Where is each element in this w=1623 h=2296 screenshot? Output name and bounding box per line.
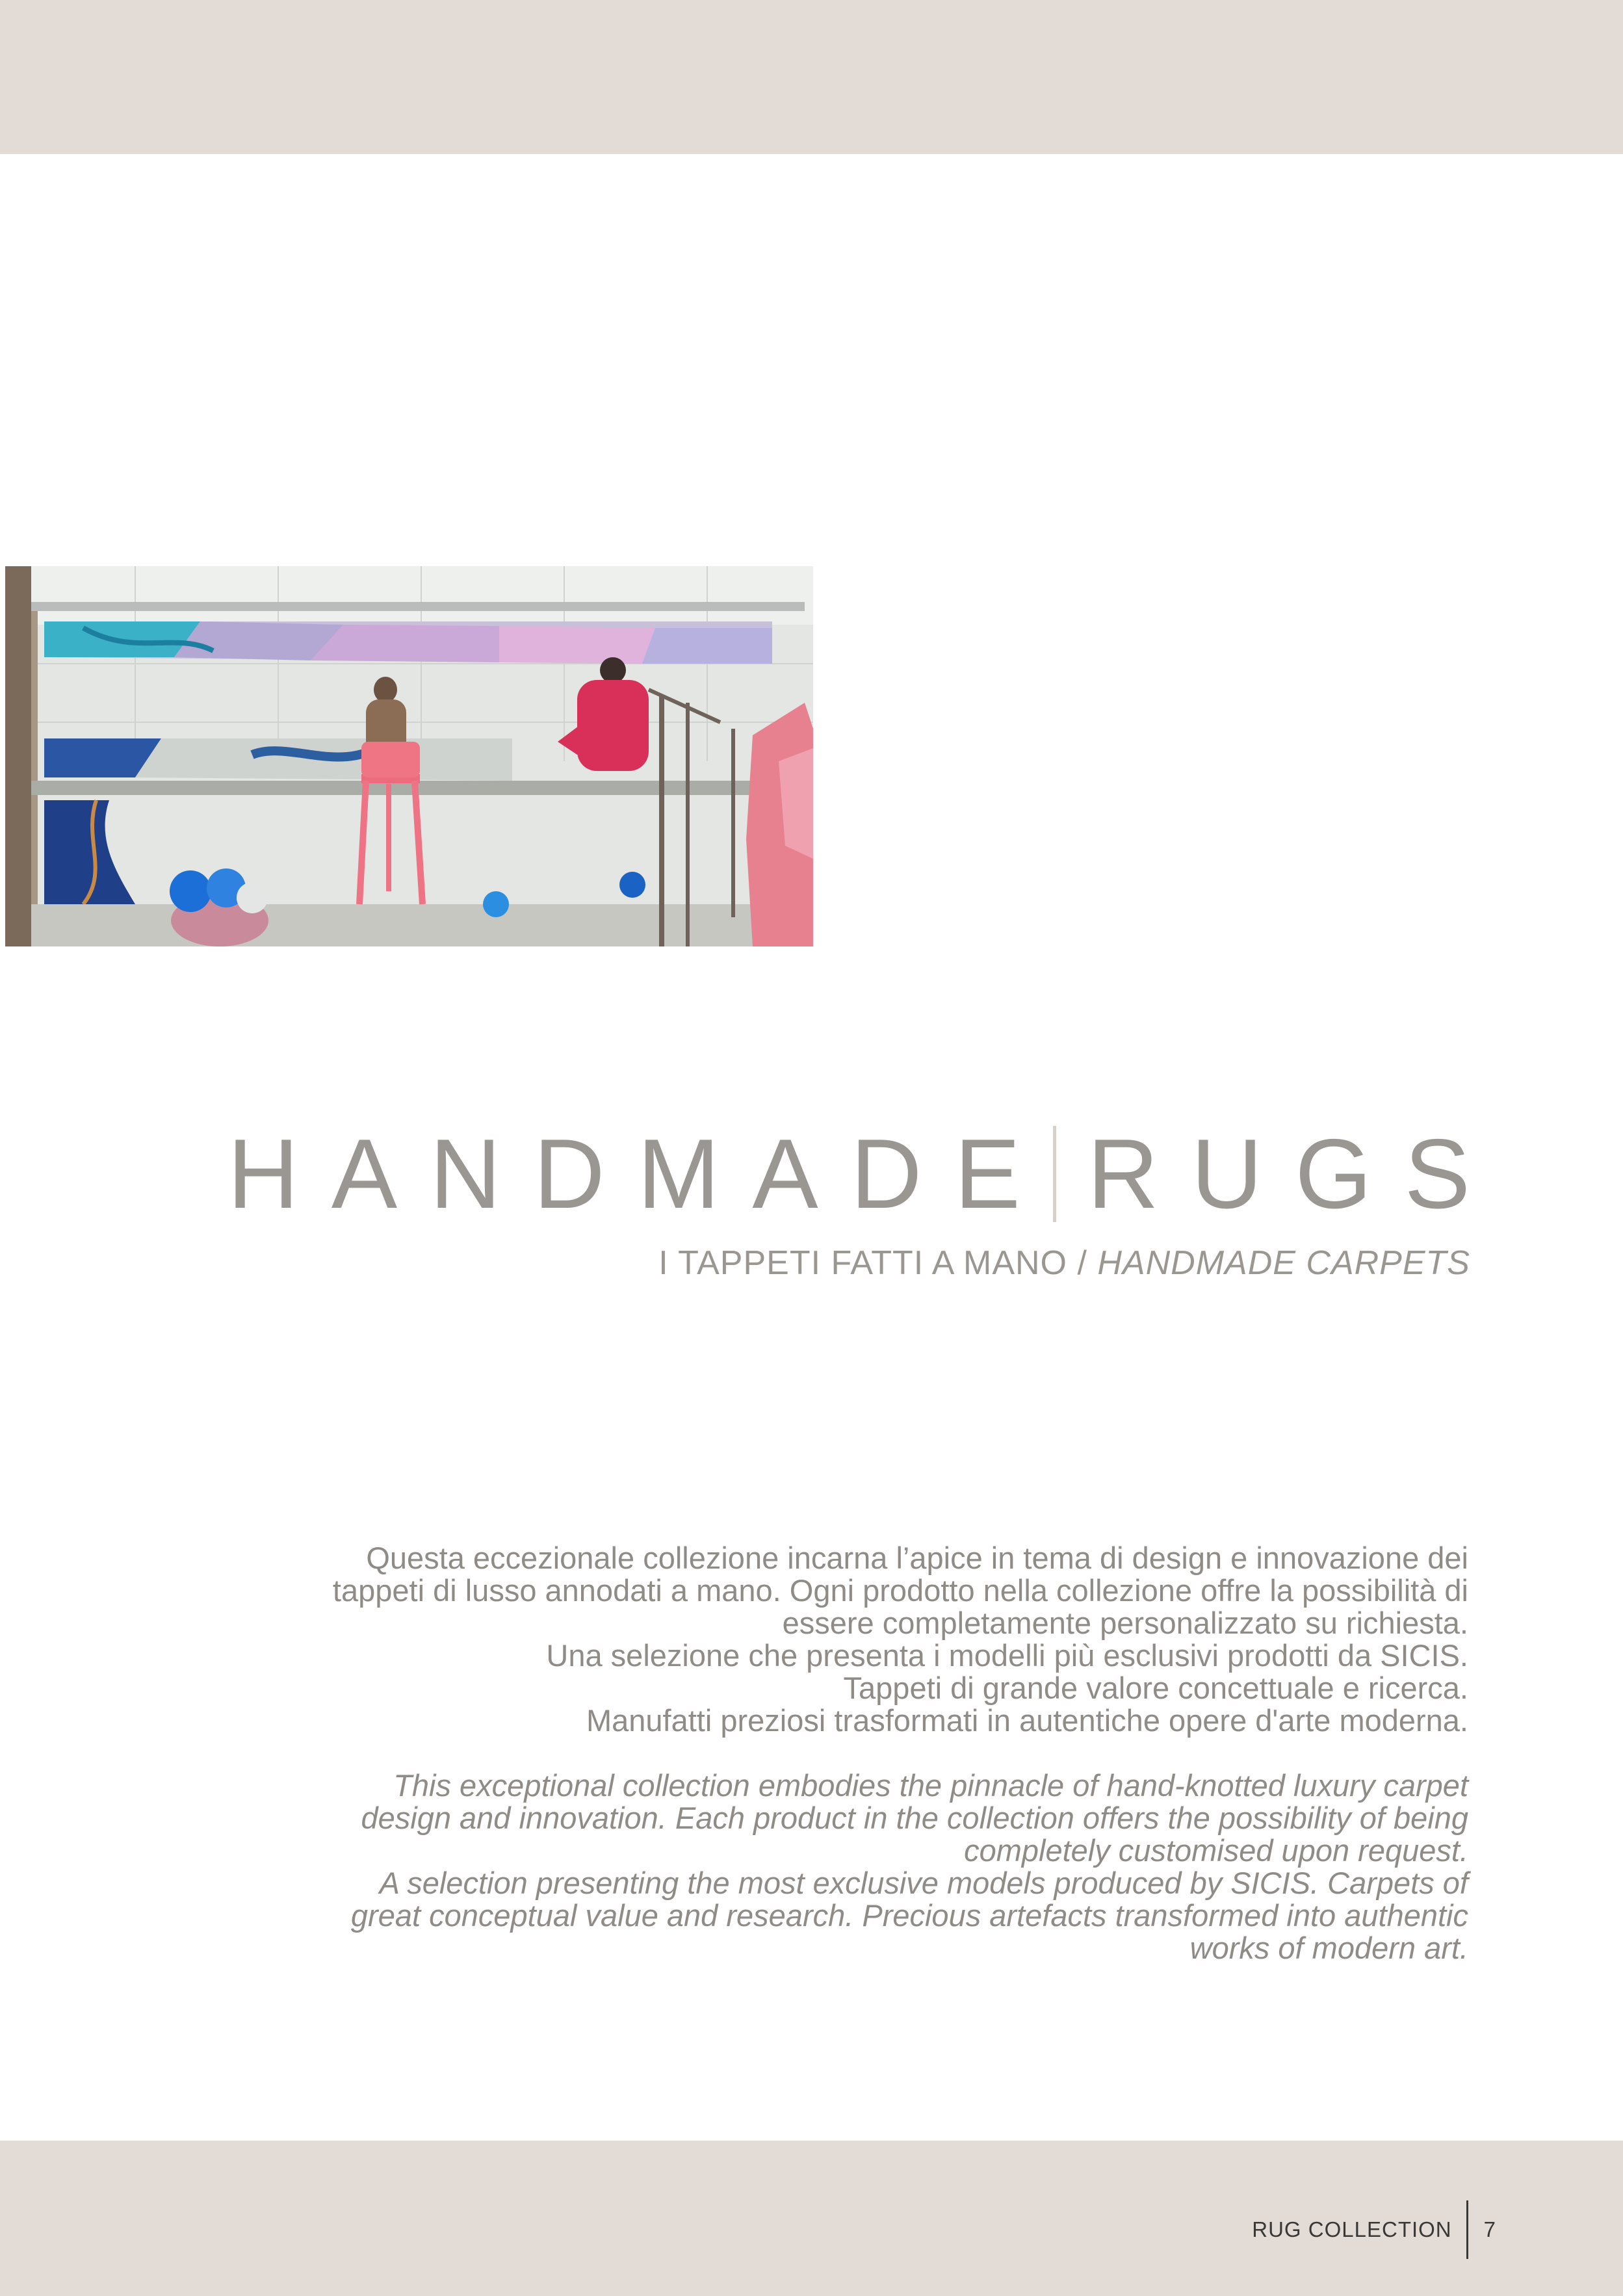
description-line: essere completamente personalizzato su richiesta. (782, 1606, 1468, 1640)
weaving-photo (5, 566, 813, 946)
description-line: Manufatti preziosi trasformati in autentiche opere d'arte moderna. (586, 1703, 1468, 1738)
description-line: Questa eccezionale collezione incarna l’apice in tema di design e innovazione dei (366, 1541, 1468, 1575)
title-divider (1053, 1126, 1056, 1222)
page-subtitle (658, 1244, 1470, 1283)
footer-collection-label: RUG COLLECTION (1252, 2217, 1452, 2241)
title-word-handmade: HANDMADE (227, 1119, 1053, 1229)
description-line: works of modern art. (1189, 1931, 1468, 1965)
description-line: This exceptional collection embodies the pinnacle of hand-knotted luxury carpet (393, 1768, 1468, 1803)
page-number: 7 (1483, 2217, 1496, 2241)
description-line: tappeti di lusso annodati a mano. Ogni prodotto nella collezione offre la possibilità di (332, 1573, 1468, 1608)
footer-divider (1466, 2200, 1468, 2259)
subtitle-italian: I TAPPETI FATTI A MANO / (658, 1244, 1098, 1282)
page-title (227, 1119, 1503, 1229)
description-italian (181, 1542, 1468, 1737)
description-line: completely customised upon request. (964, 1833, 1468, 1868)
description-english (181, 1769, 1468, 1964)
header-band (0, 0, 1623, 154)
description-line: Tappeti di grande valore concettuale e ricerca. (843, 1671, 1468, 1705)
description-line: A selection presenting the most exclusive models produced by SICIS. Carpets of (379, 1866, 1468, 1900)
title-word-rugs: RUGS (1087, 1119, 1503, 1229)
subtitle-english: HANDMADE CARPETS (1097, 1244, 1470, 1282)
description-line: Una selezione che presenta i modelli più esclusivi prodotti da SICIS. (546, 1638, 1468, 1673)
description-line: great conceptual value and research. Precious artefacts transformed into authentic (350, 1898, 1468, 1933)
page-footer (1252, 2210, 1623, 2249)
description-line: design and innovation. Each product in the collection offers the possibility of being (361, 1801, 1468, 1835)
weaving-photo-illustration (5, 566, 813, 946)
